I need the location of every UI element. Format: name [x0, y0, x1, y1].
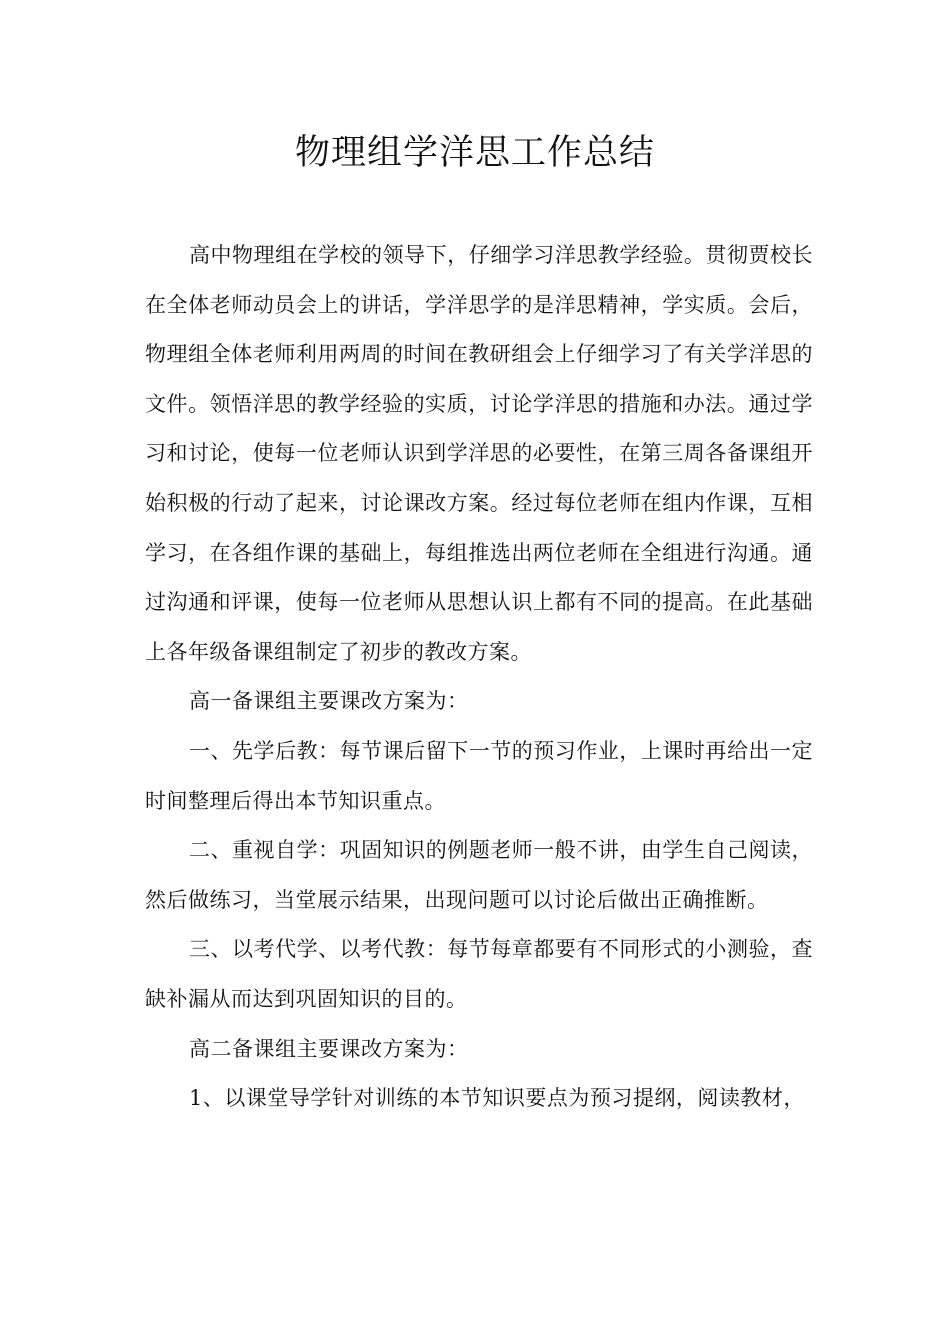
paragraph-grade1-item3: 三、以考代学、以考代教：每节每章都要有不同形式的小测验，查缺补漏从而达到巩固知识的目的。 — [145, 937, 813, 1011]
paragraph-grade2-heading: 高二备课组主要课改方案为： — [189, 1036, 469, 1061]
paragraph-grade1-item2: 二、重视自学：巩固知识的例题老师一般不讲，由学生自己阅读，然后做练习，当堂展示结果，出现问题可以讨论后做出正确推断。 — [145, 838, 813, 912]
paragraph-grade1-heading: 高一备课组主要课改方案为： — [189, 689, 469, 714]
paragraph-grade1-item1: 一、先学后教：每节课后留下一节的预习作业，上课时再给出一定时间整理后得出本节知识重点。 — [145, 738, 813, 813]
paragraph-intro: 高中物理组在学校的领导下，仔细学习洋思教学经验。贯彻贾校长在全体老师动员会上的讲话，学洋思学的是洋思精神，学实质。会后，物理组全体老师利用两周的时间在教研组会上仔细学习了有关学洋思的文件。领悟洋思的教学经验的实质，讨论学洋思的措施和办法。通过学习和讨论，使每一位老师认识到学洋思的必要性，在第三周各备课组开始积极的行动了起来，讨论课改方案。经过每位老师在组内作课，互相学习，在各组作课的基础上，每组推选出两位老师在全组进行沟通。通过沟通和评课，使每一位老师从思想认识上都有不同的提高。在此基础上各年级备课组制定了初步的教改方案。 — [145, 243, 813, 664]
paragraph-grade2-item1: 1、以课堂导学针对训练的本节知识要点为预习提纲，阅读教材， — [189, 1086, 805, 1111]
document-body — [145, 231, 813, 1124]
document-title: 物理组学洋思工作总结 — [294, 133, 655, 173]
